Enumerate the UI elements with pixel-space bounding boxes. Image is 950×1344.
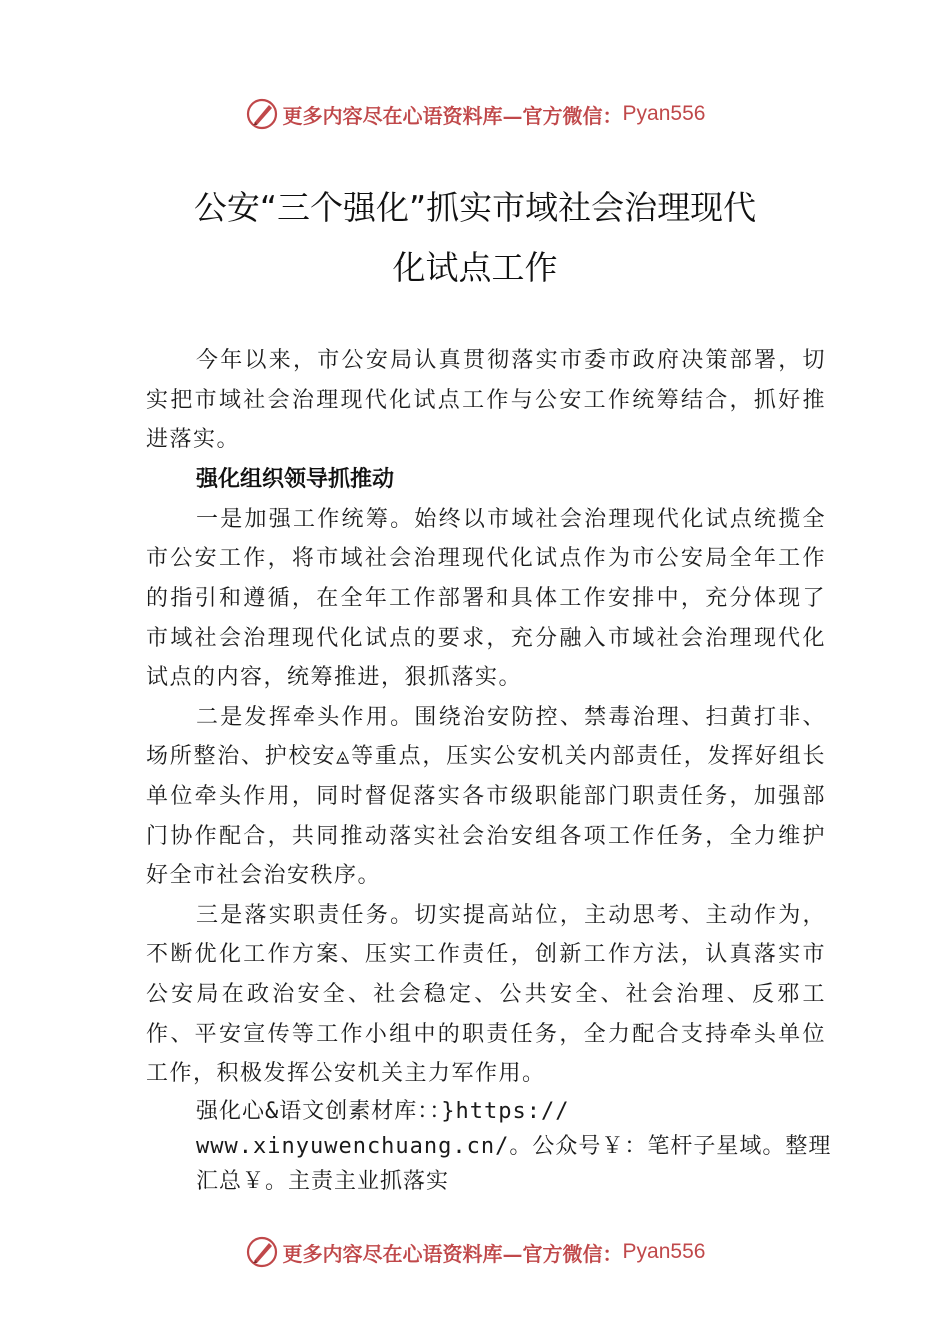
title-line-2: 化试点工作	[392, 248, 558, 287]
watermark-banner-bottom	[0, 1232, 950, 1272]
document-title	[140, 178, 810, 298]
source-note-line-1: 强化心&语文创素材库：：}https://	[196, 1098, 570, 1124]
paragraph-1: 一是加强工作统筹。始终以市域社会治理现代化试点统揽全市公安工作，将市域社会治理现代化试点作为市公安局全年工作的指引和遵循，在全年工作部署和具体工作安排中，充分体现了市域社会治理现代化试点的要求，充分融入市域社会治理现代化试点的内容，统筹推进，狠抓落实。	[146, 506, 826, 691]
paragraph-3: 三是落实职责任务。切实提高站位，主动思考、主动作为，不断优化工作方案、压实工作责任，创新工作方法，认真落实市公安局在政治安全、社会稳定、公共安全、社会治理、反邪工作、平安宣传等工作小组中的职责任务，全力配合支持牵头单位工作，积极发挥公安机关主力军作用。	[146, 902, 826, 1087]
paragraph-2: 二是发挥牵头作用。围绕治安防控、禁毒治理、扫黄打非、场所整治、护校安◬等重点，压实公安机关内部责任，发挥好组长单位牵头作用，同时督促落实各市级职能部门职责任务，加强部门协作配合，共同推动落实社会治安组各项工作任务，全力维护好全市社会治安秩序。	[146, 704, 826, 889]
pen-seal-icon	[245, 1235, 279, 1269]
source-note	[146, 1094, 886, 1199]
watermark-wechat-id: Pyan556	[622, 102, 706, 125]
watermark-wechat-id: Pyan556	[622, 1240, 706, 1263]
source-note-line-2: www.xinyuwenchuang.cn/。公众号￥：笔杆子星域。整理	[196, 1133, 832, 1159]
watermark-text: 更多内容尽在心语资料库—官方微信：	[282, 103, 623, 128]
title-line-1: 公安“三个强化”抓实市域社会治理现代	[193, 188, 757, 227]
watermark-text: 更多内容尽在心语资料库—官方微信：	[282, 1241, 623, 1266]
section-heading: 强化组织领导抓推动	[196, 466, 395, 492]
source-note-line-3: 汇总￥。主责主业抓落实	[196, 1168, 450, 1194]
watermark-banner-top	[0, 94, 950, 134]
pen-seal-icon	[245, 97, 279, 131]
document-body	[146, 341, 832, 1199]
intro-paragraph: 今年以来，市公安局认真贯彻落实市委市政府决策部署，切实把市域社会治理现代化试点工作与公安工作统筹结合，抓好推进落实。	[146, 348, 826, 453]
